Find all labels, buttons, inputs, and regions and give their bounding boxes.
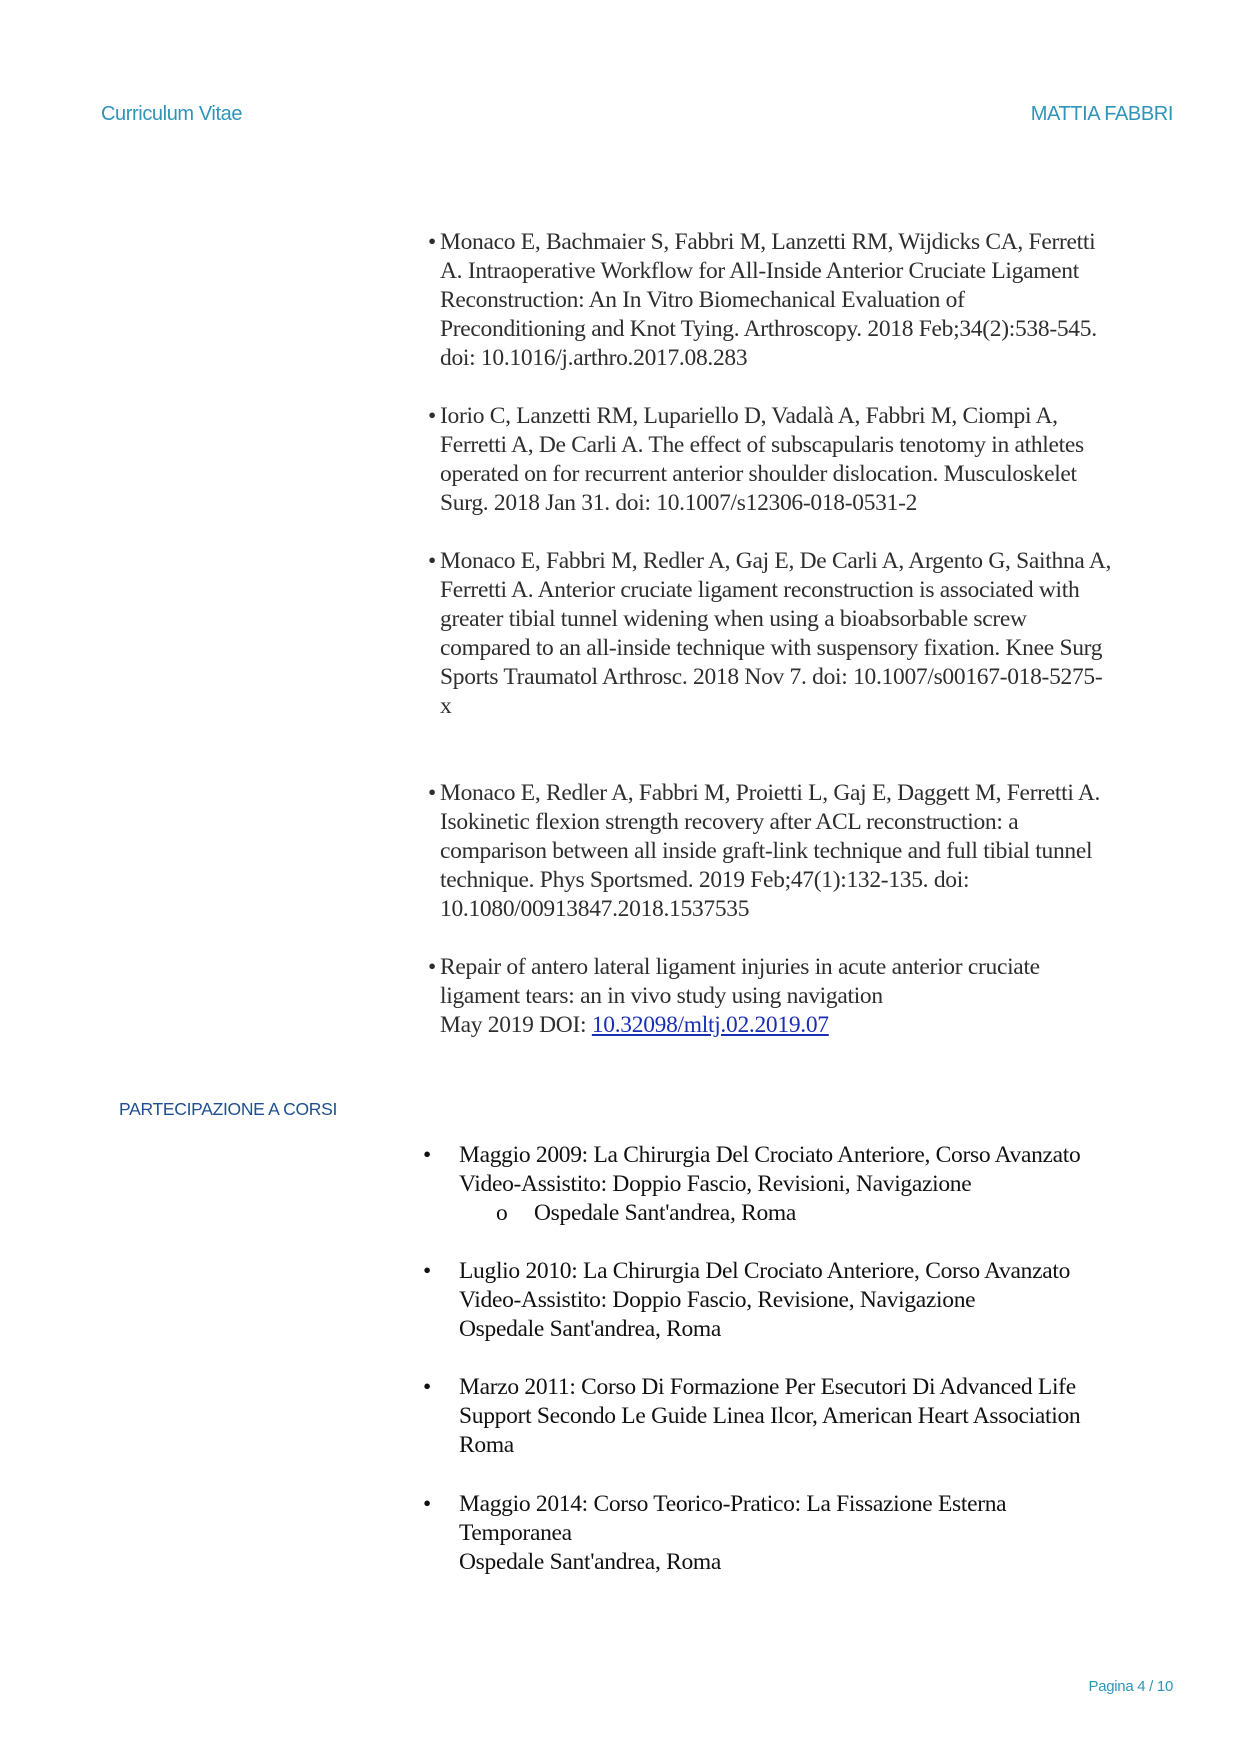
publication-citation: Iorio C, Lanzetti RM, Lupariello D, Vadalà A, Fabbri M, Ciompi A, Ferretti A, De Carli A. The effect of subscapularis tenotomy in athletes operated on for recurrent anterior shoulder dislocation. Musculoskelet Surg. 2018 Jan 31. doi: 10.1007/s12306-018-0531-2 xyxy=(440,403,1084,516)
course-description: Maggio 2009: La Chirurgia Del Crociato Anteriore, Corso Avanzato Video-Assistito: Doppio Fascio, Revisioni, Navigazione xyxy=(459,1142,1081,1197)
course-item xyxy=(420,1141,1140,1228)
doi-link[interactable]: 10.32098/mltj.02.2019.07 xyxy=(591,1012,829,1038)
publication-item xyxy=(425,228,1145,373)
publication-title: Repair of antero lateral ligament injuries in acute anterior cruciate ligament tears: an in vivo study using navigation xyxy=(440,954,1040,1009)
publication-item xyxy=(425,779,1145,924)
bullet-icon: • xyxy=(428,548,436,574)
publication-citation: Monaco E, Bachmaier S, Fabbri M, Lanzetti RM, Wijdicks CA, Ferretti A. Intraoperative Workflow for All-Inside Anterior Cruciate Ligament Reconstruction: An In Vitro Biomechanical Evaluation of Preconditioning and Knot Tying. Arthroscopy. 2018 Feb;34(2):538-545. doi: 10.1016/j.arthro.2017.08.283 xyxy=(440,229,1097,371)
course-location-text: Ospedale Sant'andrea, Roma xyxy=(534,1200,797,1226)
bullet-icon: • xyxy=(428,954,436,980)
circle-bullet-icon: o xyxy=(496,1200,508,1226)
course-description: Maggio 2014: Corso Teorico-Pratico: La Fissazione Esterna Temporanea Ospedale Sant'andrea, Roma xyxy=(459,1491,1007,1575)
course-description: Marzo 2011: Corso Di Formazione Per Esecutori Di Advanced Life Support Secondo Le Guide Linea Ilcor, American Heart Association Roma xyxy=(459,1374,1081,1458)
publication-item xyxy=(425,402,1145,518)
course-item xyxy=(420,1257,1140,1344)
publication-item xyxy=(425,953,1145,1040)
publication-citation xyxy=(440,953,1145,1040)
course-description: Luglio 2010: La Chirurgia Del Crociato Anteriore, Corso Avanzato Video-Assistito: Doppio Fascio, Revisione, Navigazione Ospedale Sant'andrea, Roma xyxy=(459,1258,1071,1342)
bullet-icon: • xyxy=(423,1491,431,1517)
bullet-icon: • xyxy=(428,780,436,806)
course-item xyxy=(420,1490,1140,1577)
publication-citation: Monaco E, Redler A, Fabbri M, Proietti L, Gaj E, Daggett M, Ferretti A. Isokinetic flexion strength recovery after ACL reconstruction: a comparison between all inside graft-link technique and full tibial tunnel technique. Phys Sportsmed. 2019 Feb;47(1):132-135. doi: 10.1080/00913847.2018.1537535 xyxy=(440,780,1101,922)
bullet-icon: • xyxy=(423,1142,431,1168)
course-location xyxy=(496,1199,1140,1228)
header-author-name: MATTIA FABBRI xyxy=(1030,103,1173,125)
page-number: Pagina 4 / 10 xyxy=(1088,1678,1173,1695)
section-label-courses: PARTECIPAZIONE A CORSI xyxy=(119,1099,338,1119)
bullet-icon: • xyxy=(423,1374,431,1400)
doi-prefix: May 2019 DOI: xyxy=(440,1012,592,1038)
bullet-icon: • xyxy=(428,229,436,255)
header-document-title: Curriculum Vitae xyxy=(101,103,243,125)
publication-citation: Monaco E, Fabbri M, Redler A, Gaj E, De Carli A, Argento G, Saithna A, Ferretti A. Anterior cruciate ligament reconstruction is associated with greater tibial tunnel widening when using a bioabsorbable screw compared to an all-inside technique with suspensory fixation. Knee Surg Sports Traumatol Arthrosc. 2018 Nov 7. doi: 10.1007/s00167-018-5275- x xyxy=(440,548,1112,719)
bullet-icon: • xyxy=(423,1258,431,1284)
publication-item xyxy=(425,547,1145,721)
course-item xyxy=(420,1373,1140,1460)
bullet-icon: • xyxy=(428,403,436,429)
